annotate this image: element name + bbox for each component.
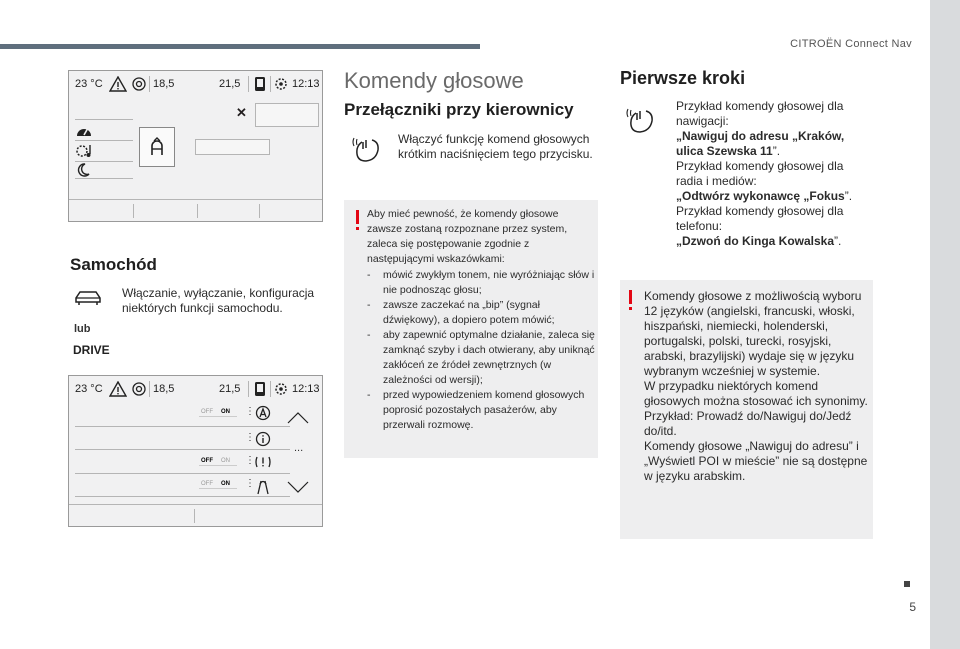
screen-vehicle-menu [68, 70, 323, 222]
row-separator [75, 449, 290, 450]
bottom-separator [69, 504, 322, 505]
status-divider [270, 381, 271, 397]
voice-subtitle: Przełączniki przy kierownicy [344, 100, 574, 119]
status-bar [69, 71, 322, 97]
note-paragraph: Komendy głosowe „Nawiguj do adresu” i „Wyświetl POI w mieście” nie są dostępne w języku arabskim. [644, 439, 868, 483]
languages-note-text [644, 289, 870, 484]
toggle-warning[interactable]: OFF ON [199, 457, 237, 466]
row-menu-dots[interactable]: ⋮ [245, 406, 255, 417]
vehicle-description: Włączanie, wyłączanie, konfiguracja niektórych funkcji samochodu. [122, 286, 315, 315]
vehicle-app-button[interactable] [139, 127, 175, 167]
warning-icon [109, 76, 127, 92]
status-bar [69, 376, 322, 402]
bottom-divider [259, 204, 260, 218]
auto-lights-icon [255, 405, 271, 421]
menu-separator [75, 140, 133, 141]
settings-icon [274, 76, 288, 92]
list-item: - aby zapewnić optymalne działanie, zaleca się zamknąć szyby i dach otwierany, aby uniknąć zakłóceń ze źródeł zewnętrznych (w zależności od wersji); [367, 329, 595, 386]
toggle-auto-lights[interactable]: OFF ON [199, 408, 237, 417]
car-icon [73, 288, 103, 308]
phone-example-label: Przykład komendy głosowej dla telefonu: [676, 204, 844, 233]
row-menu-dots[interactable]: ⋮ [245, 478, 255, 489]
option-box [195, 139, 270, 155]
row-separator [75, 473, 290, 474]
status-divider [149, 76, 150, 92]
examples-block [676, 99, 861, 249]
row-menu-dots[interactable]: ⋮ [245, 432, 255, 443]
clock: 12:13 [292, 78, 320, 90]
list-item: - zawsze zaczekać na „bip” (sygnał dźwiękowy), a dopiero potem mówić; [367, 299, 555, 326]
warning-icon [109, 381, 127, 397]
nav-example-command: „Nawiguj do adresu „Kraków, ulica Szewska 11”. [676, 129, 845, 158]
voice-title: Komendy głosowe [344, 68, 524, 93]
tire-pressure-icon [131, 381, 147, 397]
or-label: lub [74, 323, 91, 335]
drive-label: DRIVE [73, 343, 110, 357]
note-paragraph: Przykład: Prowadź do/Nawiguj do/Jedź do/itd. [644, 409, 852, 438]
note-paragraph: W przypadku niektórych komend głosowych można stosować ich synonimy. [644, 379, 868, 408]
status-divider [248, 76, 249, 92]
first-steps-title: Pierwsze kroki [620, 68, 746, 88]
night-mode-icon[interactable] [75, 162, 91, 178]
nav-example-label: Przykład komendy głosowej dla nawigacji: [676, 99, 844, 128]
brand-label: CITROËN Connect Nav [790, 38, 912, 50]
media-example-label: Przykład komendy głosowej dla radia i mediów: [676, 159, 844, 188]
scroll-down-icon[interactable] [287, 481, 309, 493]
voice-command-icon [626, 107, 656, 135]
warning-mark-icon [356, 210, 359, 224]
settings-music-icon[interactable] [75, 143, 95, 159]
tire-pressure-icon [131, 76, 147, 92]
screen-driving-aids [68, 375, 323, 527]
bottom-divider [133, 204, 134, 218]
continued-mark [904, 581, 910, 587]
voice-description: Włączyć funkcję komend głosowych krótkim naciśnięciem tego przycisku. [398, 132, 593, 161]
bottom-divider [194, 509, 195, 523]
phone-example-command: „Dzwoń do Kinga Kowalska”. [676, 234, 842, 248]
list-item: - przed wypowiedzeniem komend głosowych poprosić pozostałych pasażerów, aby przerwali rozmowę. [367, 389, 585, 431]
right-zone-temp: 21,5 [219, 383, 241, 395]
voice-tips-note [344, 200, 598, 458]
clock: 12:13 [292, 383, 320, 395]
page-number: 5 [909, 600, 916, 614]
car-seat-icon [148, 137, 166, 157]
left-zone-temp: 18,5 [153, 78, 175, 90]
more-indicator: ... [294, 442, 304, 454]
header-bar [0, 44, 480, 49]
list-item: - mówić zwykłym tonem, nie wyróżniając słów i nie podnosząc głosu; [367, 269, 595, 296]
lane-assist-icon [255, 477, 271, 495]
voice-command-icon [352, 136, 382, 164]
voice-tips-list [367, 268, 595, 433]
outside-temp: 23 °C [75, 78, 103, 90]
menu-separator [75, 178, 133, 179]
languages-note [620, 280, 873, 539]
phone-icon [253, 381, 267, 397]
bottom-separator [69, 199, 322, 200]
row-separator [75, 426, 290, 427]
driving-mode-icon[interactable] [75, 122, 93, 138]
screen-title-box [255, 103, 319, 127]
alert-icon [254, 454, 272, 470]
media-example-command: „Odtwórz wykonawcę „Fokus”. [676, 189, 853, 203]
note-paragraph: Komendy głosowe z możliwością wyboru 12 języków (angielski, francuski, włoski, hiszpański, niemiecki, holenderski, portugalski, polski, turecki, rosyjski, arabski, brazylijski) wydaje się w języku wybranym wcześniej w systemie. [644, 289, 862, 378]
info-icon [255, 431, 271, 447]
left-zone-temp: 18,5 [153, 383, 175, 395]
right-zone-temp: 21,5 [219, 78, 241, 90]
scroll-up-icon[interactable] [287, 412, 309, 424]
vehicle-title: Samochód [70, 255, 157, 274]
page-side-strip [930, 0, 960, 649]
settings-icon [274, 381, 288, 397]
warning-mark-icon [629, 290, 632, 304]
menu-separator [75, 119, 133, 120]
status-divider [248, 381, 249, 397]
voice-note-intro: Aby mieć pewność, że komendy głosowe zawsze zostaną rozpoznane przez system, zaleca się postępowanie zgodnie z następującymi wskazówkami: [367, 208, 568, 265]
phone-icon [253, 76, 267, 92]
status-divider [149, 381, 150, 397]
row-separator [75, 496, 290, 497]
outside-temp: 23 °C [75, 383, 103, 395]
bottom-divider [197, 204, 198, 218]
toggle-lane-assist[interactable]: OFF ON [199, 480, 237, 489]
row-menu-dots[interactable]: ⋮ [245, 455, 255, 466]
status-divider [270, 76, 271, 92]
close-icon[interactable]: ✕ [236, 105, 247, 120]
